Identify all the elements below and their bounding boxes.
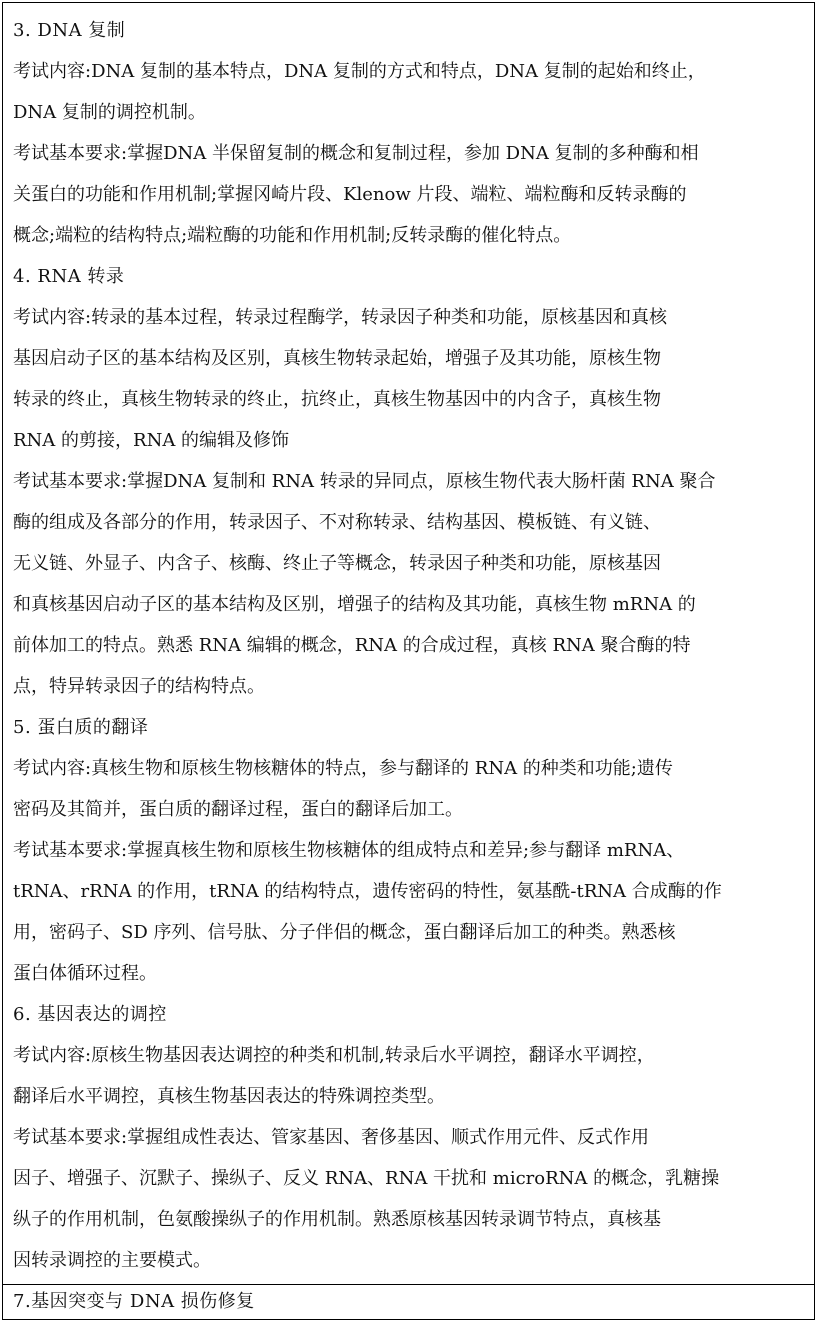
exam-requirement-line: 点，特异转录因子的结构特点。 (13, 676, 265, 697)
exam-requirement-line: 用，密码子、SD 序列、信号肽、分子伴侣的概念，蛋白翻译后加工的种类。熟悉核 (13, 922, 676, 943)
exam-content-line: 密码及其简并，蛋白质的翻译过程，蛋白的翻译后加工。 (13, 799, 463, 820)
exam-requirement-line: 蛋白体循环过程。 (13, 963, 157, 984)
exam-requirement-line: 考试基本要求:掌握组成性表达、管家基因、奢侈基因、顺式作用元件、反式作用 (13, 1127, 650, 1148)
section-heading-gene-regulation: 6. 基因表达的调控 (13, 1004, 167, 1025)
exam-content-line: RNA 的剪接，RNA 的编辑及修饰 (13, 430, 290, 451)
table-row-divider (3, 1284, 814, 1285)
exam-content-line: 转录的终止，真核生物转录的终止，抗终止，真核生物基因中的内含子，真核生物 (13, 389, 661, 410)
exam-content-line: DNA 复制的调控机制。 (13, 102, 206, 123)
exam-requirement-line: 考试基本要求:掌握DNA 半保留复制的概念和复制过程，参加 DNA 复制的多种酶和相 (13, 143, 699, 164)
exam-requirement-line: 概念;端粒的结构特点;端粒酶的功能和作用机制;反转录酶的催化特点。 (13, 225, 572, 246)
exam-content-line: 考试内容:DNA 复制的基本特点，DNA 复制的方式和特点，DNA 复制的起始和终止， (13, 61, 706, 82)
exam-content-line: 考试内容:真核生物和原核生物核糖体的特点，参与翻译的 RNA 的种类和功能;遗传 (13, 758, 673, 779)
exam-requirement-line: 和真核基因启动子区的基本结构及区别，增强子的结构及其功能，真核生物 mRNA 的 (13, 594, 696, 615)
exam-requirement-line: 纵子的作用机制，色氨酸操纵子的作用机制。熟悉原核基因转录调节特点，真核基 (13, 1209, 661, 1230)
exam-requirement-line: 因转录调控的主要模式。 (13, 1250, 211, 1271)
syllabus-page (2, 2, 815, 1320)
exam-content-line: 基因启动子区的基本结构及区别，真核生物转录起始，增强子及其功能，原核生物 (13, 348, 661, 369)
exam-requirement-line: 关蛋白的功能和作用机制;掌握冈崎片段、Klenow 片段、端粒、端粒酶和反转录酶的 (13, 184, 687, 205)
exam-content-line: 考试内容:原核生物基因表达调控的种类和机制,转录后水平调控，翻译水平调控， (13, 1045, 655, 1066)
exam-requirement-line: tRNA、rRNA 的作用，tRNA 的结构特点，遗传密码的特性，氨基酰-tRNA 合成酶的作 (13, 881, 722, 902)
section-heading-dna-replication: 3. DNA 复制 (13, 20, 126, 41)
section-heading-rna-transcription: 4. RNA 转录 (13, 266, 125, 287)
exam-content-line: 翻译后水平调控，真核生物基因表达的特殊调控类型。 (13, 1086, 445, 1107)
exam-requirement-line: 考试基本要求:掌握DNA 复制和 RNA 转录的异同点，原核生物代表大肠杆菌 RNA 聚合 (13, 471, 716, 492)
section-heading-protein-translation: 5. 蛋白质的翻译 (13, 717, 149, 738)
exam-requirement-line: 酶的组成及各部分的作用，转录因子、不对称转录、结构基因、模板链、有义链、 (13, 512, 661, 533)
exam-requirement-line: 考试基本要求:掌握真核生物和原核生物核糖体的组成特点和差异;参与翻译 mRNA、 (13, 840, 685, 861)
section-heading-mutation-repair: 7.基因突变与 DNA 损伤修复 (13, 1291, 255, 1312)
exam-content-line: 考试内容:转录的基本过程，转录过程酶学，转录因子种类和功能，原核基因和真核 (13, 307, 668, 328)
exam-requirement-line: 因子、增强子、沉默子、操纵子、反义 RNA、RNA 干扰和 microRNA 的概念，乳糖操 (13, 1168, 720, 1189)
exam-requirement-line: 前体加工的特点。熟悉 RNA 编辑的概念，RNA 的合成过程，真核 RNA 聚合酶的特 (13, 635, 691, 656)
exam-requirement-line: 无义链、外显子、内含子、核酶、终止子等概念，转录因子种类和功能，原核基因 (13, 553, 661, 574)
